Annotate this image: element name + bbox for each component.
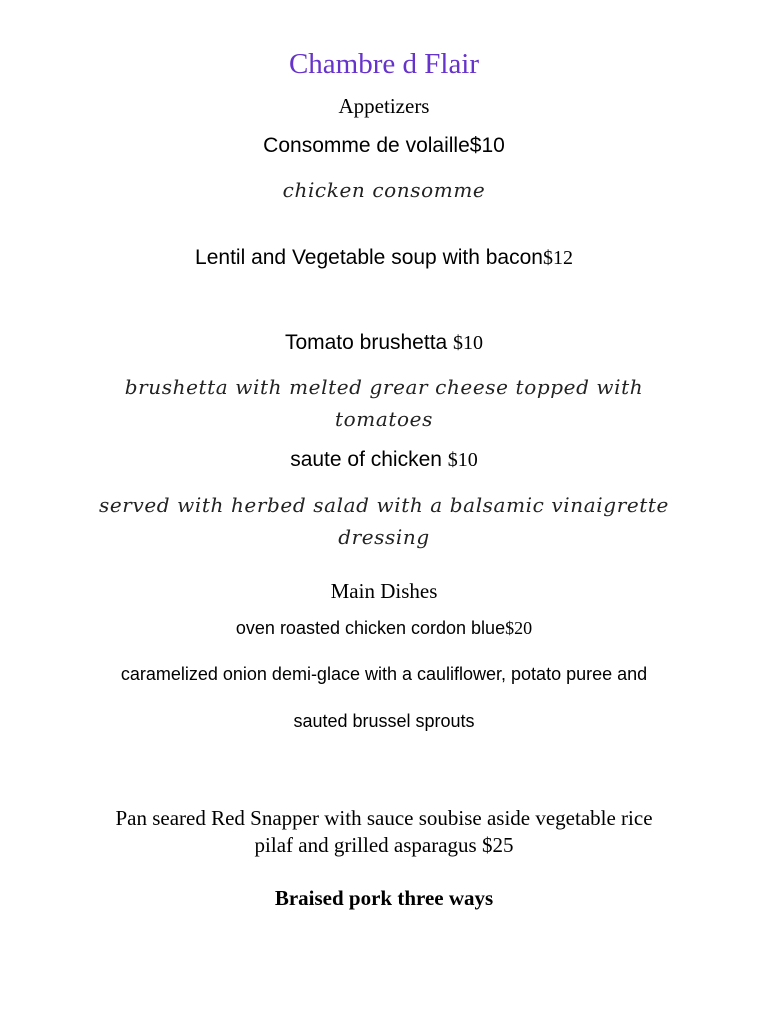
menu-item-braised-pork: Braised pork three ways [274,886,494,910]
menu-item-cordon-blue [0,618,768,639]
appetizers-heading: Appetizers [338,94,430,118]
menu-item-consomme [0,134,768,158]
menu-item-brushetta [0,331,768,355]
menu-item-saute-chicken [0,448,768,472]
menu-item-red-snapper-line1: Pan seared Red Snapper with sauce soubise aside vegetable rice [115,806,653,830]
item-name: saute of chicken [290,448,448,471]
item-description-line2: tomatoes [335,407,433,431]
item-description-line2: dressing [338,525,430,549]
item-description-line2: sauted brussel sprouts [293,711,475,731]
item-description-line1: brushetta with melted grear cheese topped with [124,375,644,399]
item-price: $10 [447,449,478,471]
item-description-line1: served with herbed salad with a balsamic vinaigrette [99,493,669,517]
item-description: chicken consomme [282,178,486,202]
restaurant-title: Chambre d Flair [288,48,480,80]
item-name: Lentil and Vegetable soup with bacon [195,246,543,269]
menu-item-red-snapper-line2: pilaf and grilled asparagus $25 [254,833,514,857]
item-name: oven roasted chicken cordon blue [235,618,506,638]
main-dishes-heading: Main Dishes [330,579,438,603]
menu-item-lentil-soup [0,246,768,270]
item-name: Consomme de volaille [263,134,470,157]
item-name: Tomato brushetta [284,331,454,354]
item-description-line1: caramelized onion demi-glace with a cauliflower, potato puree and [120,664,648,684]
item-price: $10 [469,134,505,157]
item-price: $12 [542,247,573,269]
item-price: $10 [453,332,484,354]
item-price: $20 [505,618,533,638]
